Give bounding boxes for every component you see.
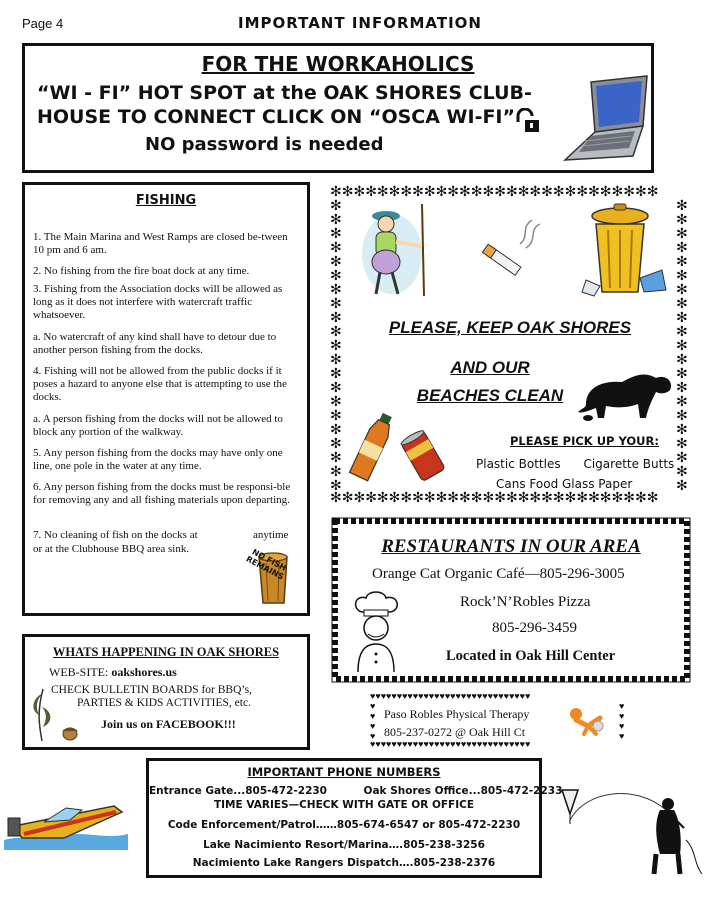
fly-fisherman-icon	[556, 780, 706, 876]
wifi-line-3: NO password is needed	[145, 134, 384, 155]
keep-clean-box	[330, 184, 690, 504]
fishing-title: FISHING	[135, 193, 197, 208]
happenings-box	[22, 634, 310, 750]
website-line	[49, 665, 177, 680]
star-border-top: ✻✻✻✻✻✻✻✻✻✻✻✻✻✻✻✻✻✻✻✻✻✻✻✻✻✻✻✻	[330, 184, 659, 198]
dog-icon	[576, 364, 676, 422]
keep-clean-line-2: AND OUR	[450, 358, 530, 377]
bottle-icon	[348, 410, 398, 486]
fishing-rule-2: 2. No fishing from the fire boat dock at any time.	[33, 265, 250, 277]
fishing-rule-7-anytime: anytime	[253, 529, 289, 541]
phone-line-5: Nacimiento Lake Rangers Dispatch….805-238-2376	[192, 857, 496, 869]
fishing-rule-3: 3. Fishing from the Association docks will be allowed as long as it does not interfere with watercraft traffic whatsoever.	[33, 283, 283, 321]
page-number: Page 4	[22, 16, 64, 31]
phone-title: IMPORTANT PHONE NUMBERS	[247, 765, 441, 779]
fishing-rule-7b: or at the Clubhouse BBQ area sink.	[33, 543, 190, 555]
pickup-line-1: Plastic Bottles Cigarette Butts	[476, 457, 675, 471]
fishing-rule-1: 1. The Main Marina and West Ramps are closed be-tween 10 pm and 6 am.	[33, 231, 288, 256]
leaf-icon	[27, 685, 57, 743]
cigarette-icon	[476, 214, 556, 284]
keep-clean-line-3: BEACHES CLEAN	[416, 386, 564, 405]
star-border-right: ✻✻✻✻✻✻✻✻✻✻✻✻✻✻✻✻✻✻✻✻✻	[676, 198, 688, 490]
star-border-left: ✻✻✻✻✻✻✻✻✻✻✻✻✻✻✻✻✻✻✻✻✻	[330, 198, 342, 490]
phone-line-3: Code Enforcement/Patrol……805-674-6547 or 805-472-2230	[167, 819, 521, 831]
padlock-icon	[513, 108, 541, 134]
restaurants-box	[330, 516, 692, 684]
therapy-figure-icon	[566, 704, 606, 736]
soda-can-icon	[394, 428, 452, 484]
acorn-icon	[59, 723, 81, 741]
phone-line-1: Entrance Gate...805-472-2230 Oak Shores Office...805-472-2233	[149, 785, 563, 797]
pickup-line-2: Cans Food Glass Paper	[496, 477, 633, 491]
restaurant-line-2: Rock’N’Robles Pizza	[460, 594, 591, 610]
page-heading: IMPORTANT INFORMATION	[238, 14, 482, 32]
therapy-line-2: 805-237-0272 @ Oak Hill Ct	[384, 725, 526, 739]
bulletin-line-2: PARTIES & KIDS ACTIVITIES, etc.	[77, 697, 251, 709]
bulletin-line-1: CHECK BULLETIN BOARDS for BBQ’s,	[51, 684, 252, 696]
restaurants-title: RESTAURANTS IN OUR AREA	[381, 536, 641, 557]
restaurant-line-3: 805-296-3459	[492, 620, 577, 636]
website-label: WEB-SITE:	[49, 665, 112, 679]
fishing-rule-6: 6. Any person fishing from the docks must be responsi-ble for removing any and all fishing materials upon departing.	[33, 481, 291, 506]
restaurant-line-1: Orange Cat Organic Café—805-296-3005	[372, 566, 625, 582]
chef-icon	[348, 590, 412, 674]
therapy-line-1: Paso Robles Physical Therapy	[384, 707, 530, 721]
fishing-rule-4a: a. A person fishing from the docks will not be allowed to block any portion of the walkway.	[33, 413, 283, 438]
keep-clean-line-1: PLEASE, KEEP OAK SHORES	[388, 318, 632, 337]
phone-numbers-box	[146, 758, 563, 878]
fishing-box	[22, 182, 310, 616]
heart-border-bottom: ♥♥♥♥♥♥♥♥♥♥♥♥♥♥♥♥♥♥♥♥♥♥♥♥♥♥♥♥♥♥	[370, 740, 531, 749]
fisherman-icon	[352, 202, 442, 302]
heart-border-top: ♥♥♥♥♥♥♥♥♥♥♥♥♥♥♥♥♥♥♥♥♥♥♥♥♥♥♥♥♥♥	[370, 692, 531, 701]
fishing-rule-3a: a. No watercraft of any kind shall have to detour due to another person fishing from the docks.	[33, 331, 277, 356]
happenings-title: WHATS HAPPENING IN OAK SHORES	[52, 645, 280, 659]
wifi-box	[22, 43, 654, 173]
restaurant-line-4: Located in Oak Hill Center	[446, 648, 616, 664]
fishing-rule-5: 5. Any person fishing from the docks may have only one line, one pole in the water at any time.	[33, 447, 283, 472]
star-border-bottom: ✻✻✻✻✻✻✻✻✻✻✻✻✻✻✻✻✻✻✻✻✻✻✻✻✻✻✻✻	[330, 490, 659, 504]
wifi-title: FOR THE WORKAHOLICS	[201, 52, 475, 76]
phone-line-4: Lake Nacimiento Resort/Marina….805-238-3256	[203, 839, 485, 851]
heart-border-right: ♥♥♥♥	[619, 701, 625, 741]
phone-line-2: TIME VARIES—CHECK WITH GATE OR OFFICE	[213, 799, 474, 811]
facebook-line: Join us on FACEBOOK!!!	[101, 717, 236, 731]
therapy-box	[370, 692, 628, 748]
no-fish-sign: NO FISH REMAINS	[244, 547, 288, 582]
pickup-title: PLEASE PICK UP YOUR:	[510, 434, 659, 448]
trash-can-icon	[578, 200, 670, 300]
wifi-line-2: HOUSE TO CONNECT CLICK ON “OSCA WI-FI”	[37, 106, 515, 128]
fishing-rule-7: 7. No cleaning of fish on the docks at	[33, 529, 198, 541]
website-link[interactable]: oakshores.us	[111, 665, 177, 679]
wifi-line-1: “WI - FI” HOT SPOT at the OAK SHORES CLUB-	[37, 82, 532, 104]
speedboat-icon	[4, 790, 128, 850]
laptop-icon	[561, 74, 651, 164]
heart-border-left: ♥♥♥♥	[370, 701, 376, 741]
fishing-rule-4: 4. Fishing will not be allowed from the public docks if it poses a hazard to anyone else that is attempting to use the docks.	[33, 365, 287, 403]
